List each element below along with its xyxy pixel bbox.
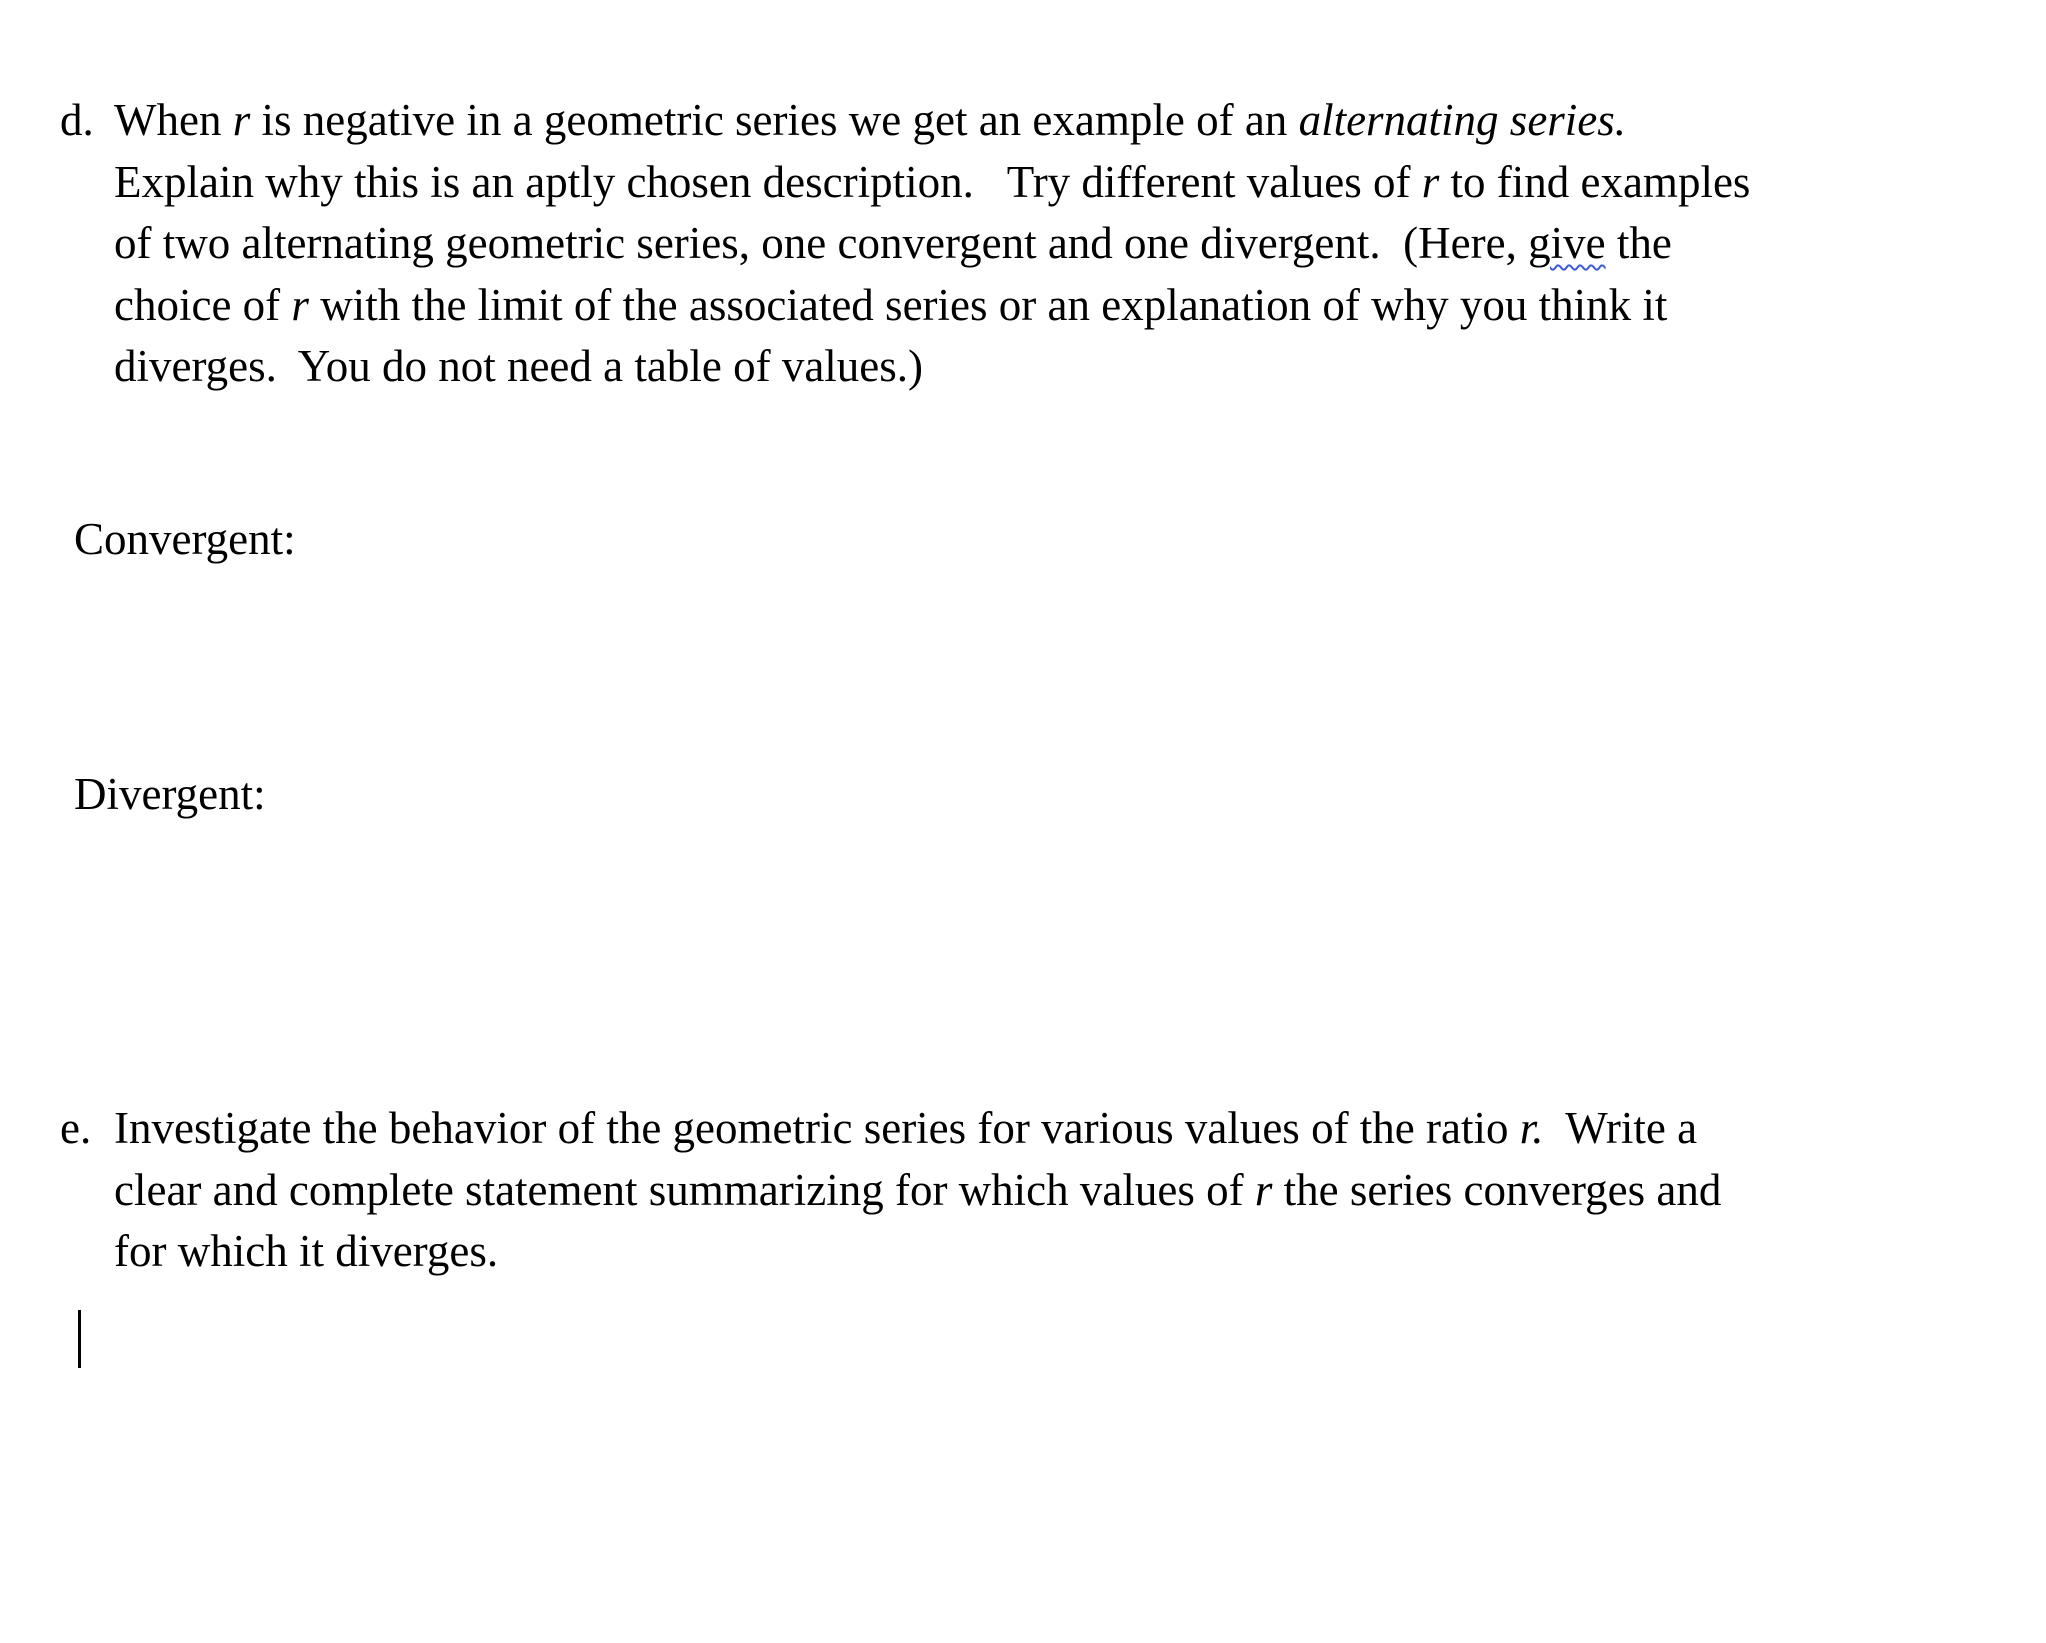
text-run: Explain why this is an aptly chosen description. Try different values of bbox=[114, 156, 1422, 207]
text-line bbox=[114, 1160, 2020, 1222]
text-line bbox=[114, 1098, 2020, 1160]
question-d-text bbox=[114, 90, 2020, 398]
text-run: choice of bbox=[114, 279, 292, 330]
text-line bbox=[114, 275, 2020, 337]
italic-run: r. bbox=[1519, 1103, 1544, 1153]
text-line bbox=[114, 90, 2020, 152]
convergent-label: Convergent: bbox=[74, 514, 296, 564]
text-line bbox=[114, 213, 2020, 275]
question-e-text bbox=[114, 1098, 2020, 1283]
text-run: diverges. You do not need a table of values.) bbox=[114, 341, 924, 391]
text-run: of two alternating geometric series, one convergent and one divergent. (Here, bbox=[114, 218, 1529, 268]
italic-run: r bbox=[1421, 156, 1440, 207]
italic-run: r bbox=[291, 279, 309, 330]
text-run: clear and complete statement summarizing for which values of bbox=[114, 1164, 1255, 1215]
text-run: the bbox=[1605, 218, 1672, 268]
text-line bbox=[114, 152, 2020, 214]
text-run: Investigate the behavior of the geometric series for various values of the ratio bbox=[114, 1103, 1520, 1153]
question-e bbox=[60, 1098, 2020, 1283]
spellcheck-word: give bbox=[1528, 218, 1606, 268]
question-e-marker: e. bbox=[60, 1103, 92, 1153]
question-d-marker: d. bbox=[60, 95, 94, 145]
divergent-label: Divergent: bbox=[74, 769, 266, 819]
text-cursor[interactable] bbox=[78, 1310, 81, 1368]
italic-run: r bbox=[232, 95, 251, 145]
text-line bbox=[114, 1221, 2020, 1283]
italic-run: r bbox=[1254, 1164, 1273, 1215]
text-run: the series converges and bbox=[1272, 1164, 1722, 1215]
text-run: with the limit of the associated series or an explanation of why you think it bbox=[308, 279, 1668, 330]
text-run: is negative in a geometric series we get an example of an bbox=[250, 95, 1299, 145]
text-run: Write a bbox=[1543, 1103, 1698, 1153]
text-line bbox=[114, 336, 2020, 398]
text-run: to find examples bbox=[1439, 156, 1751, 207]
text-run: for which it diverges. bbox=[114, 1226, 499, 1276]
question-d bbox=[60, 90, 2020, 398]
italic-run: alternating series. bbox=[1298, 95, 1627, 145]
text-run: When bbox=[114, 95, 233, 145]
